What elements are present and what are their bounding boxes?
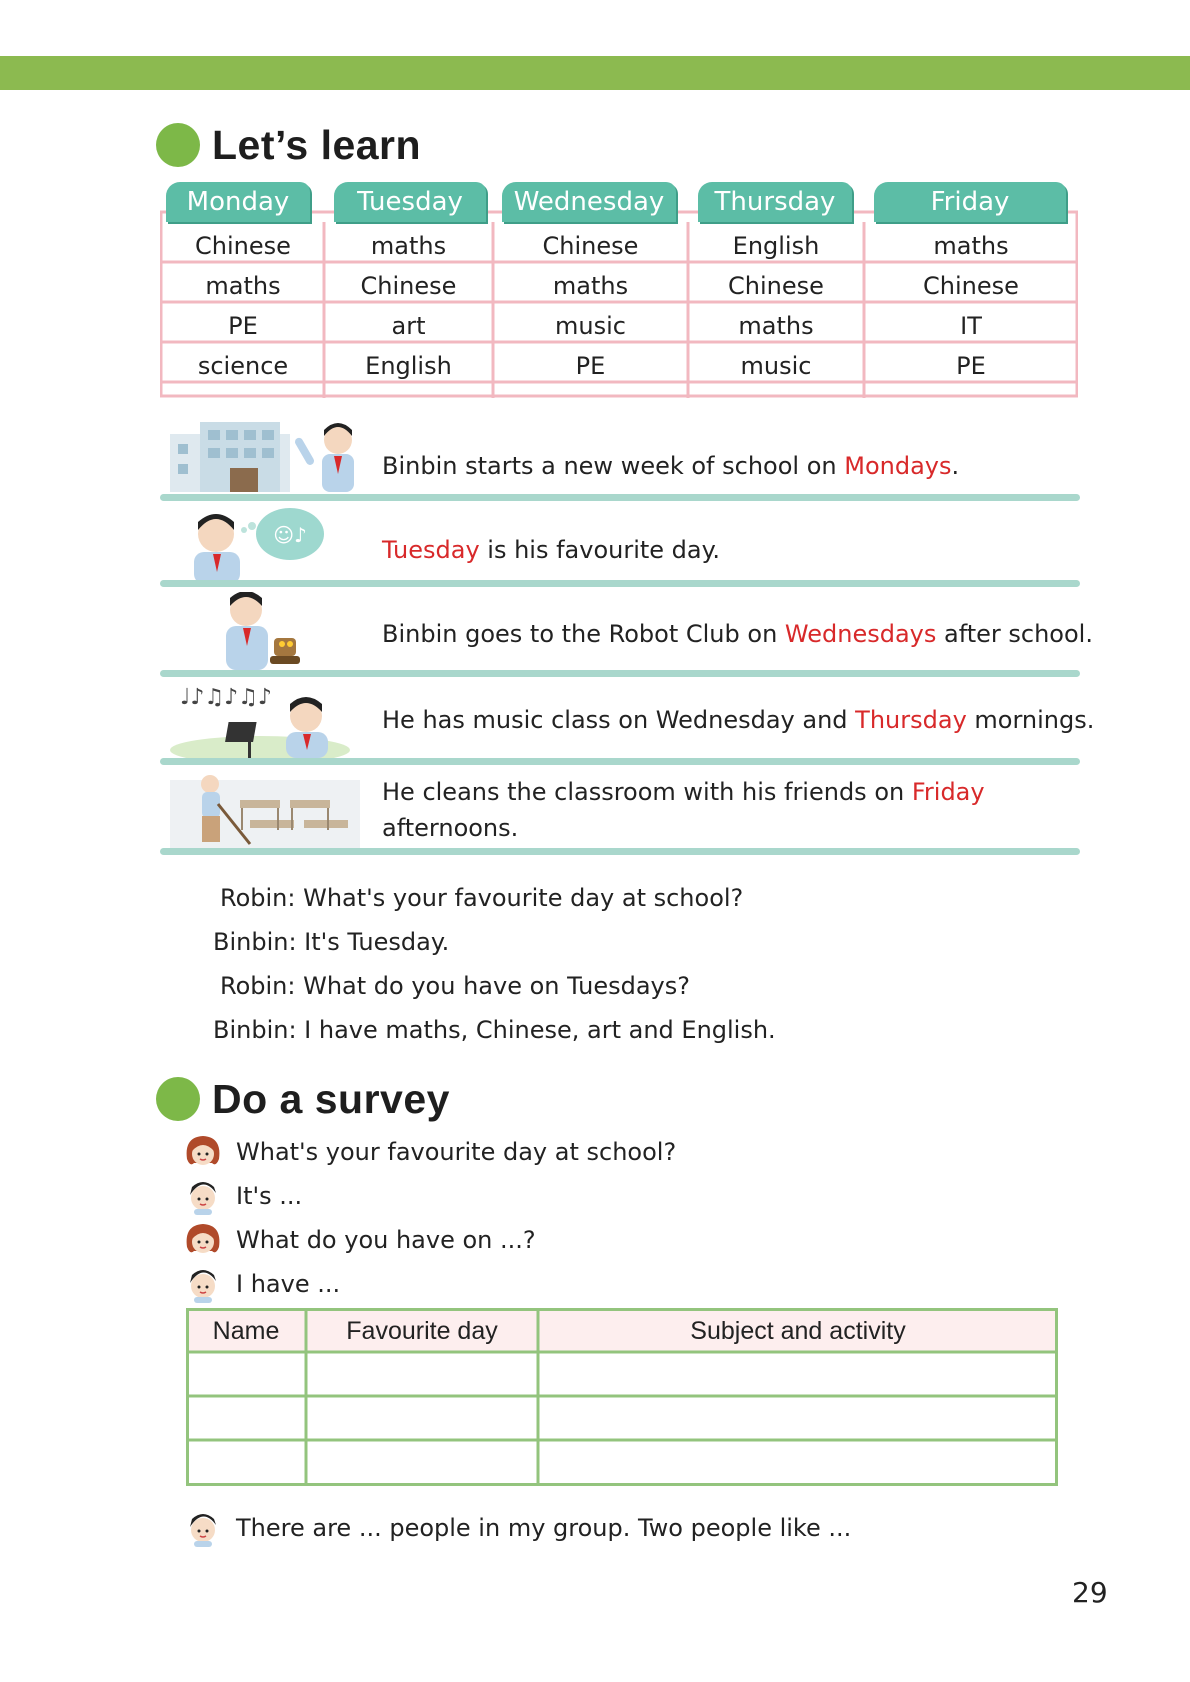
timetable-cell: science (197, 352, 289, 380)
tab-wednesday: Wednesday (502, 182, 676, 222)
timetable-cell: Chinese (360, 272, 457, 300)
timetable-cell: PE (956, 352, 986, 380)
statement-tuesday: Tuesday is his favourite day. (382, 536, 721, 564)
row-divider (160, 580, 1080, 587)
row-divider (160, 494, 1080, 501)
survey-prompt-text: It's ... (236, 1182, 303, 1210)
tab-thursday: Thursday (698, 182, 852, 222)
school-building-illustration (170, 414, 360, 492)
timetable-cell: IT (960, 312, 982, 340)
dialogue-line: Binbin: I have maths, Chinese, art and English. (213, 1016, 776, 1044)
top-color-bar (0, 56, 1190, 90)
survey-prompt-text: What's your favourite day at school? (236, 1138, 677, 1166)
do-a-survey-title: Do a survey (212, 1075, 450, 1122)
survey-header-subject-activity: Subject and activity (690, 1317, 906, 1345)
timetable-cell: maths (933, 232, 1009, 260)
timetable-cell: Chinese (542, 232, 639, 260)
boy-cleaning-illustration (170, 770, 360, 848)
timetable-cell: art (391, 312, 426, 340)
timetable-cell: Chinese (728, 272, 824, 300)
dialogue-line: Robin: What's your favourite day at school? (220, 884, 744, 912)
tab-monday: Monday (166, 182, 310, 222)
boy-music-illustration (170, 680, 360, 758)
timetable-cell: PE (228, 312, 258, 340)
do-a-survey-heading (156, 1074, 450, 1124)
statement-friday: He cleans the classroom with his friends on Friday afternoons. (382, 778, 985, 842)
timetable-cell: music (555, 312, 626, 340)
closing-text: There are ... people in my group. Two people like ... (236, 1514, 852, 1542)
statement-wednesdays: Binbin goes to the Robot Club on Wednesdays after school. (382, 620, 1093, 648)
survey-table (186, 1308, 1058, 1486)
survey-header-name: Name (212, 1317, 280, 1345)
closing-line (184, 1508, 851, 1548)
survey-header-favourite-day: Favourite day (346, 1317, 498, 1345)
survey-prompt-text: What do you have on ...? (236, 1226, 536, 1254)
row-divider (160, 670, 1080, 677)
tab-friday: Friday (874, 182, 1066, 222)
survey-prompt-text: I have ... (236, 1270, 341, 1298)
svg-text:☺♪: ☺♪ (273, 523, 307, 547)
timetable-cell: maths (205, 272, 281, 300)
svg-text:♩♪♫♪♫♪: ♩♪♫♪♫♪ (180, 685, 272, 710)
boy-robot-illustration (170, 592, 360, 670)
lets-learn-title: Let’s learn (212, 121, 422, 168)
timetable-cell: English (365, 352, 452, 380)
timetable-cell: maths (552, 272, 629, 300)
timetable-cell: PE (575, 352, 606, 380)
statement-mondays: Binbin starts a new week of school on Mondays. (382, 452, 960, 480)
timetable-cell: Chinese (195, 232, 291, 260)
page-number: 29 (1072, 1576, 1108, 1609)
green-dot-icon (156, 123, 200, 167)
boy-thinking-illustration (170, 506, 360, 584)
dialogue-line: Robin: What do you have on Tuesdays? (220, 972, 690, 1000)
survey-prompt (184, 1176, 302, 1216)
survey-prompt (184, 1132, 676, 1172)
timetable-cell: music (740, 352, 812, 380)
tab-tuesday: Tuesday (334, 182, 486, 222)
survey-prompt (184, 1264, 340, 1304)
boy-avatar-icon (184, 1265, 222, 1303)
boy-avatar-icon (184, 1177, 222, 1215)
statement-thursday: He has music class on Wednesday and Thursday mornings. (382, 706, 1095, 734)
timetable-cell: maths (738, 312, 814, 340)
lets-learn-heading (156, 120, 421, 170)
timetable-cell: English (732, 232, 820, 260)
row-divider (160, 758, 1080, 765)
timetable-cell: maths (370, 232, 447, 260)
girl-avatar-icon (184, 1221, 222, 1259)
row-divider (160, 848, 1080, 855)
girl-avatar-icon (184, 1133, 222, 1171)
timetable-cell: Chinese (923, 272, 1019, 300)
survey-prompt (184, 1220, 536, 1260)
green-dot-icon (156, 1077, 200, 1121)
boy-avatar-icon (184, 1509, 222, 1547)
dialogue-line: Binbin: It's Tuesday. (213, 928, 450, 956)
